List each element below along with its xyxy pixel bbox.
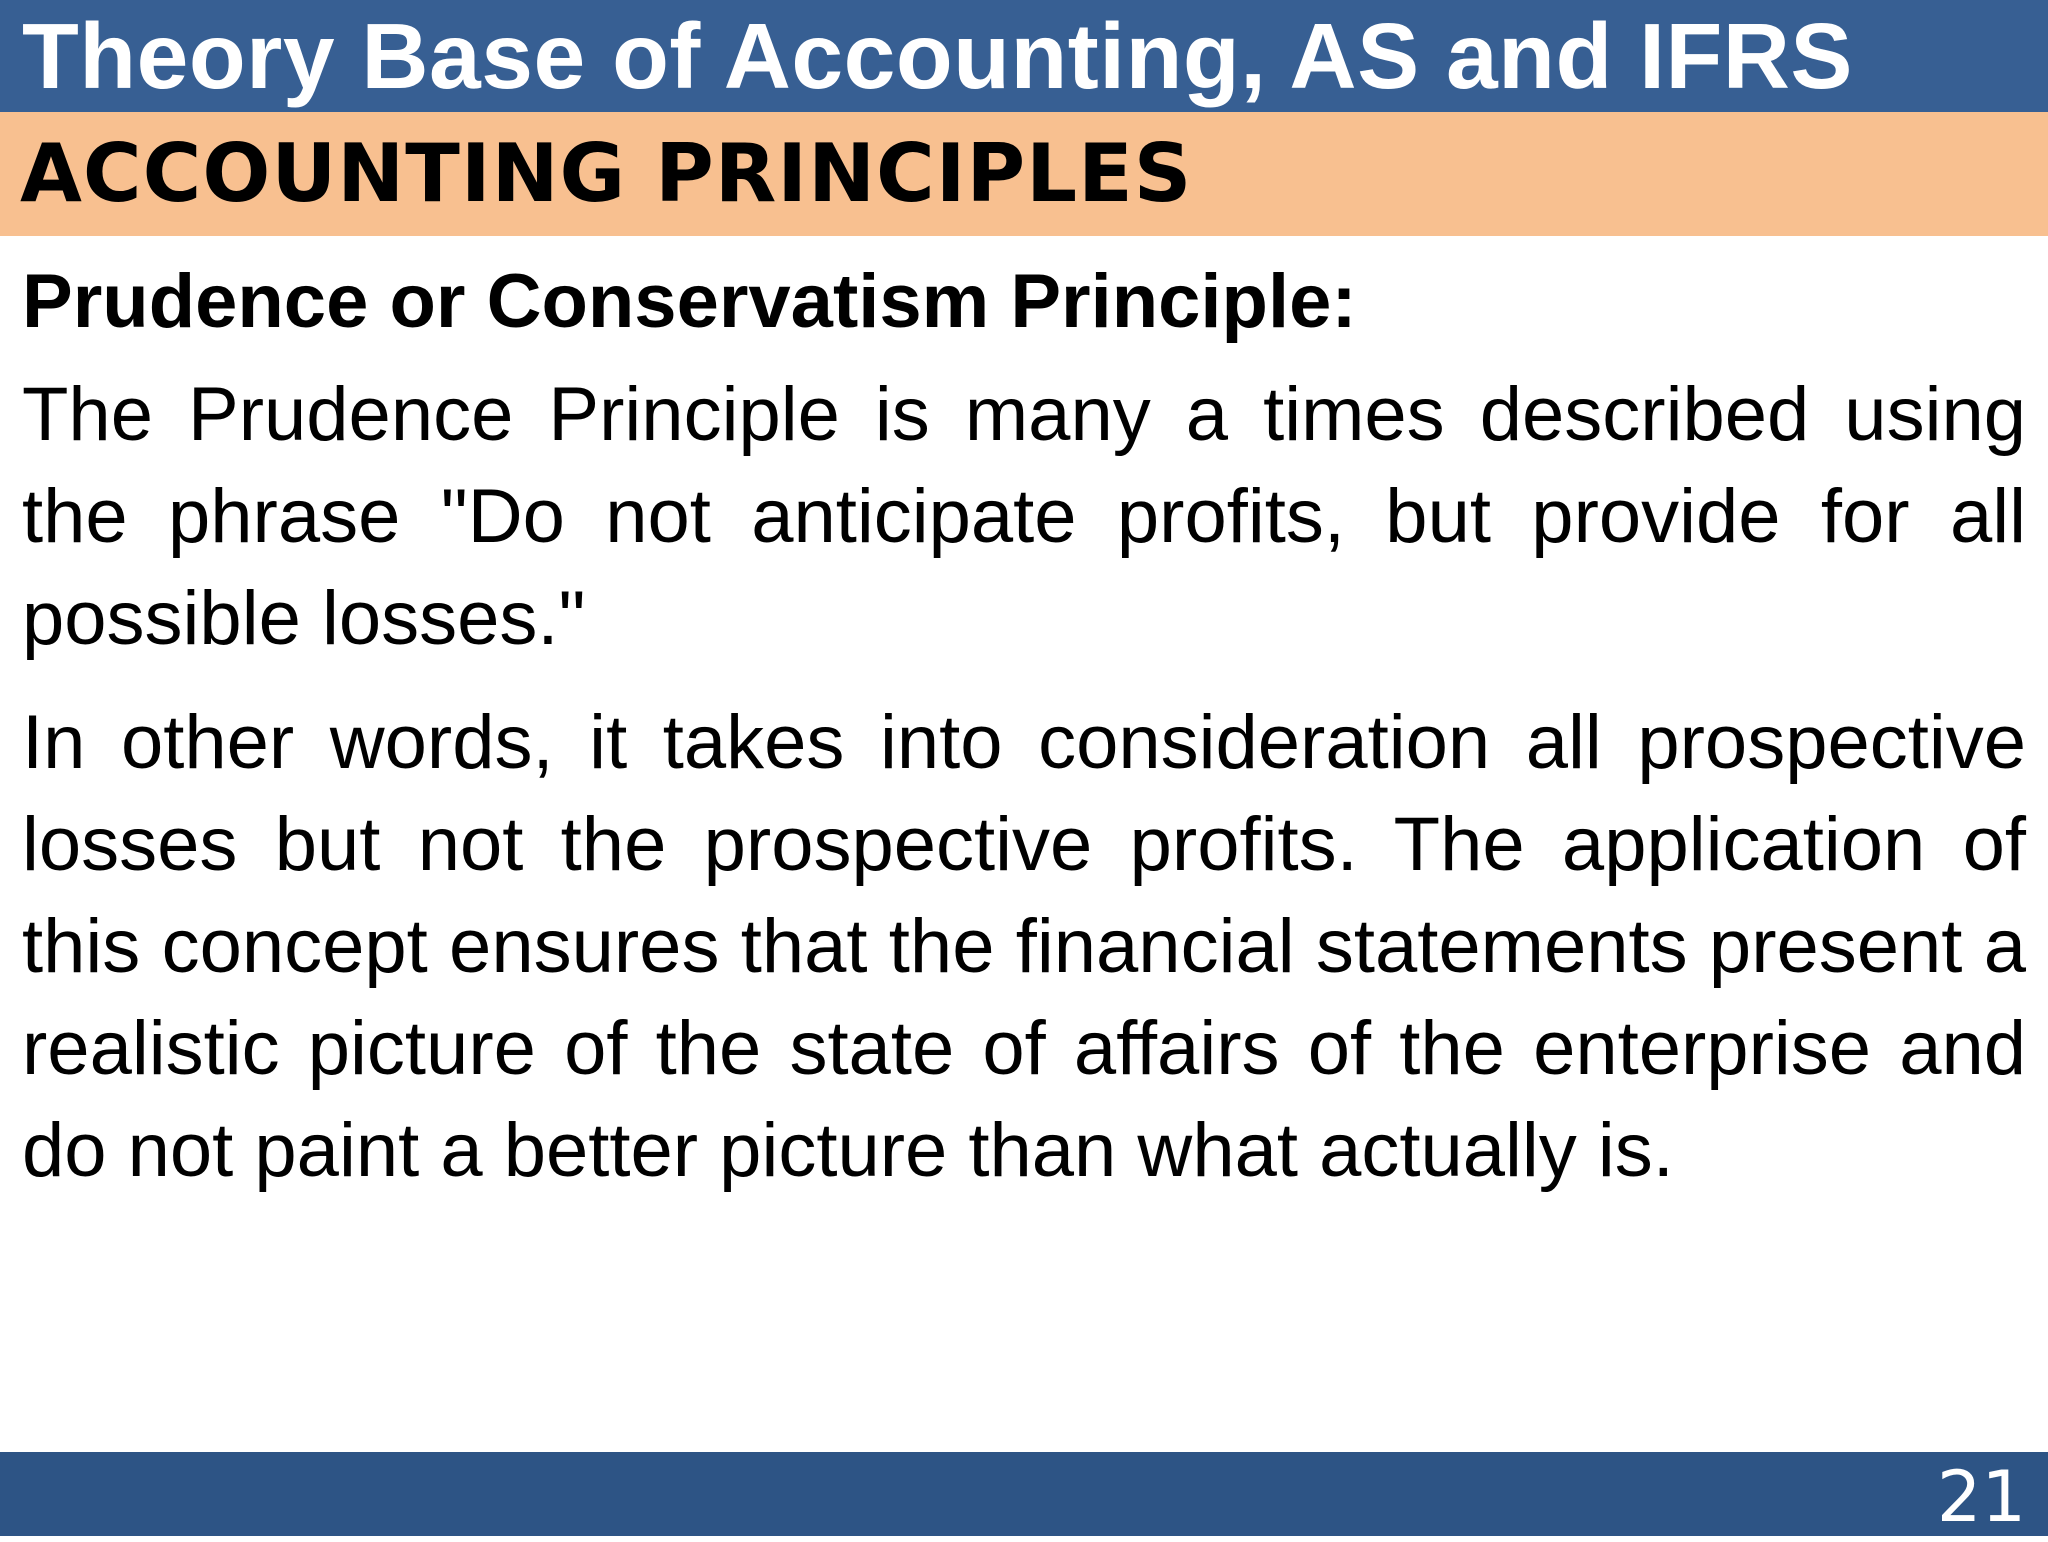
- principle-heading: Prudence or Conservatism Principle:: [22, 259, 1357, 344]
- slide-content: [22, 240, 2026, 1202]
- page-number: 21: [1936, 1456, 2026, 1538]
- footer-bar: [0, 1452, 2048, 1536]
- paragraph-2: In other words, it takes into consideration all prospective losses but not the prospective profits. The application of this concept ensures that the financial statements present a realistic picture of the state of affairs of the enterprise and do not paint a better picture than what actually is.: [22, 700, 2026, 1193]
- section-subtitle: ACCOUNTING PRINCIPLES: [20, 127, 1193, 220]
- slide-title: Theory Base of Accounting, AS and IFRS: [22, 4, 1853, 108]
- title-bar: [0, 0, 2048, 112]
- subtitle-bar: [0, 112, 2048, 236]
- paragraph-1: The Prudence Principle is many a times described using the phrase "Do not anticipate profits, but provide for all possible losses.": [22, 372, 2026, 661]
